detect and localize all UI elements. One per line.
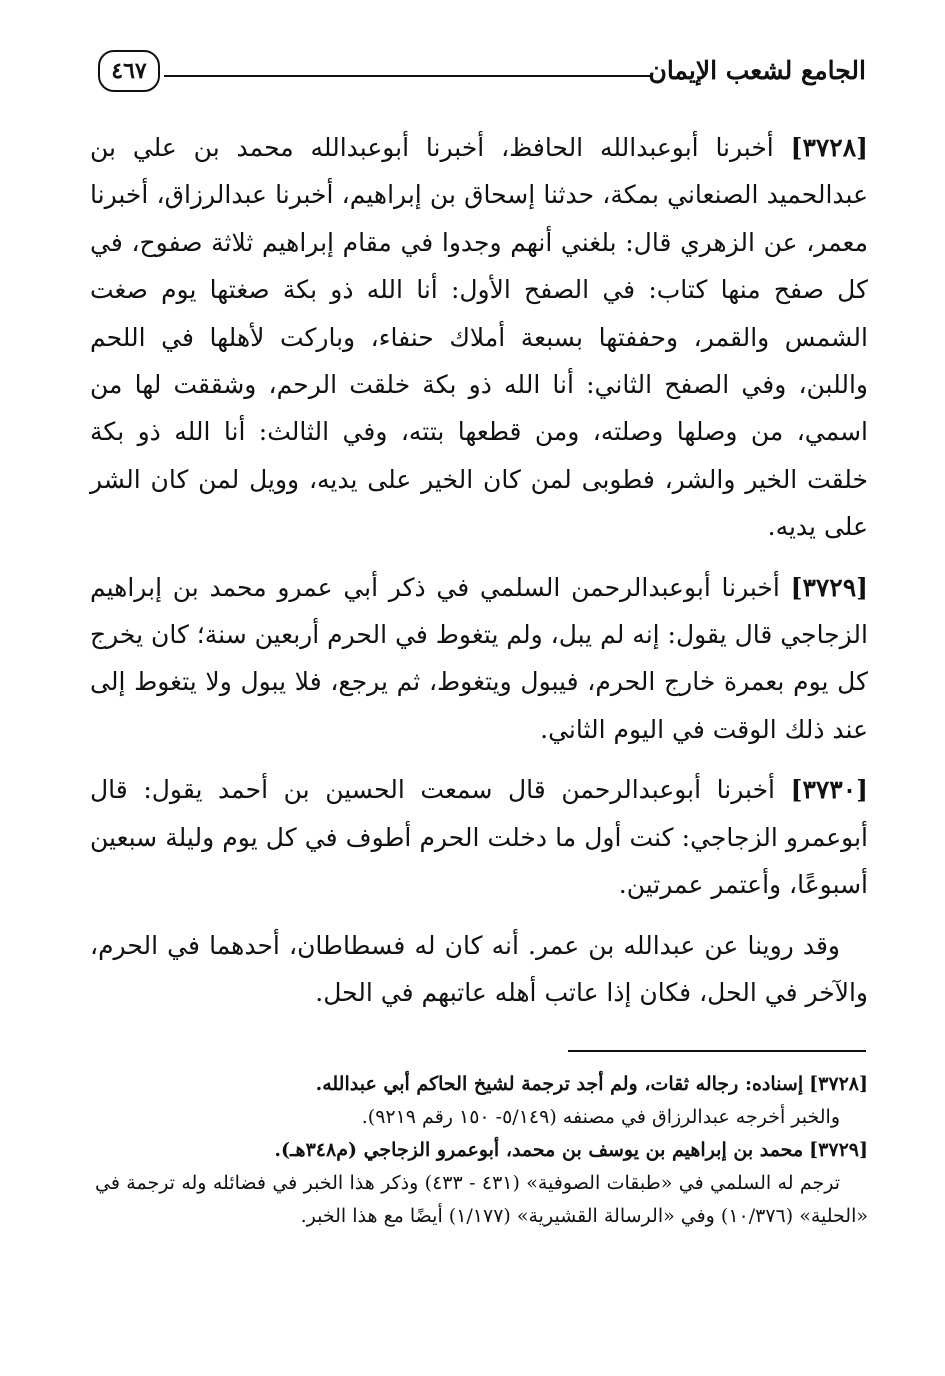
footnote-text: ترجم له السلمي في «طبقات الصوفية» (٤٣١ - ٤٣٣) وذكر هذا الخبر في فضائله وله ترجمة في «الحلية» (١٠/٣٧٦) وفي «الرسالة القشيرية» (١/١٧٧) أيضًا مع هذا الخبر. (95, 1172, 868, 1227)
paragraph-3730 (90, 766, 868, 908)
footnote-text: والخبر أخرجه عبدالرزاق في مصنفه (٥/١٤٩- ١٥٠ رقم ٩٢١٩). (361, 1106, 840, 1128)
paragraph-text: وقد روينا عن عبدالله بن عمر. أنه كان له فسطاطان، أحدهما في الحرم، والآخر في الحل، فكان إذا عاتب أهله عاتبهم في الحل. (90, 930, 868, 1007)
footnote-3728-source (95, 1101, 868, 1134)
footnote-text: محمد بن إبراهيم بن يوسف بن محمد، أبوعمرو الزجاجي (م٣٤٨هـ). (274, 1139, 804, 1161)
page-header (98, 48, 866, 104)
footnote-separator (568, 1050, 866, 1052)
paragraph-number: [٣٧٢٨] (790, 133, 869, 162)
footnotes (95, 1068, 868, 1233)
paragraph-3728 (90, 124, 868, 551)
footnote-number: [٣٧٢٨] (809, 1073, 868, 1095)
paragraph-text: أخبرنا أبوعبدالرحمن قال سمعت الحسين بن أحمد يقول: قال أبوعمرو الزجاجي: كنت أول ما دخلت الحرم أطوف في كل يوم وليلة سبعين أسبوعًا، وأعتمر عمرتين. (90, 775, 868, 900)
header-rule (164, 75, 652, 77)
footnote-number: [٣٧٢٩] (809, 1139, 868, 1161)
paragraph-3729 (90, 564, 868, 754)
paragraph-text: أخبرنا أبوعبدالرحمن السلمي في ذكر أبي عمرو محمد بن إبراهيم الزجاجي قال يقول: إنه لم يبل، ولم يتغوط في الحرم أربعين سنة؛ كان يخرج كل يوم بعمرة خارج الحرم، فيبول ويتغوط، ثم يرجع، فلا يبول ولا يتغوط إلى عند ذلك الوقت في اليوم الثاني. (90, 572, 868, 744)
paragraph-ibn-umar (90, 922, 868, 1017)
paragraph-text: أخبرنا أبوعبدالله الحافظ، أخبرنا أبوعبدالله محمد بن علي بن عبدالحميد الصنعاني بمكة، حدثنا إسحاق بن إبراهيم، أخبرنا عبدالرزاق، أخبرنا معمر، عن الزهري قال: بلغني أنهم وجدوا في مقام إبراهيم ثلاثة صفوح، في كل صفح منها كتاب: في الصفح الأول: أنا الله ذو بكة صغتها يوم صغت الشمس والقمر، وحففتها بسبعة أملاك حنفاء، وباركت لأهلها في اللحم واللبن، وفي الصفح الثاني: أنا الله ذو بكة خلقت الرحم، وشققت لها من اسمي، من وصلها وصلته، ومن قطعها بتته، وفي الثالث: أنا الله ذو بكة خلقت الخير والشر، فطوبى لمن كان الخير على يديه، وويل لمن كان الشر على يديه. (90, 133, 868, 542)
footnote-text: إسناده: رجاله ثقات، ولم أجد ترجمة لشيخ الحاكم أبي عبدالله. (315, 1073, 804, 1095)
page-number-badge: ٤٦٧ (98, 50, 160, 92)
main-text (90, 124, 868, 1029)
paragraph-number: [٣٧٣٠] (790, 775, 868, 805)
footnote-3729-source (95, 1167, 868, 1233)
footnote-3728 (95, 1068, 868, 1101)
paragraph-number: [٣٧٢٩] (790, 572, 868, 602)
running-title: الجامع لشعب الإيمان (648, 56, 866, 85)
footnote-3729 (95, 1134, 868, 1167)
